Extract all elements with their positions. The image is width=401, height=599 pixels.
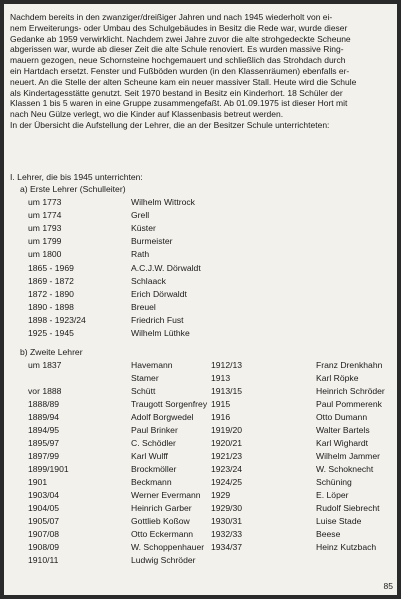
teacher-name: W. Schoppenhauer <box>131 542 205 552</box>
teacher-years: 1908/09 <box>28 542 60 552</box>
teacher-name: Brockmöller <box>131 464 177 474</box>
intro-line: Klassen 1 bis 5 waren in eine Gruppe zusammengefaßt. Ab 01.09.1975 ist dieser Hort mit <box>10 98 348 109</box>
teacher-name: Karl Wulff <box>131 451 168 461</box>
teacher-name: Wilhelm Wittrock <box>131 197 195 207</box>
teacher-years: um 1837 <box>28 360 62 370</box>
teacher-years: 1888/89 <box>28 399 60 409</box>
teacher-name: Küster <box>131 223 156 234</box>
teacher-years: 1929/30 <box>211 503 243 513</box>
teacher-name: E. Löper <box>316 490 349 500</box>
teacher-name: Franz Drenkhahn <box>316 360 383 370</box>
teacher-name: Rudolf Siebrecht <box>316 503 380 513</box>
teacher-years: um 1799 <box>28 236 62 247</box>
teacher-name: Otto Eckermann <box>131 529 194 539</box>
teacher-name: Gottlieb Koßow <box>131 516 190 526</box>
teacher-years: 1872 - 1890 <box>28 288 74 299</box>
teacher-years: 1924/25 <box>211 477 243 487</box>
teacher-years: 1916 <box>211 412 231 422</box>
section-heading-b: b) Zweite Lehrer <box>20 347 83 357</box>
teacher-name: Beese <box>316 529 341 539</box>
teacher-name: Paul Pommerenk <box>316 399 382 409</box>
teacher-years: 1897/99 <box>28 451 60 461</box>
teacher-name: A.C.J.W. Dörwaldt <box>131 262 201 273</box>
intro-line: ein Hartdach ersetzt. Fenster und Fußböden wurden (in den Klassenräumen) ebenfalls er- <box>10 65 350 76</box>
teacher-years: 1910/11 <box>28 555 59 565</box>
teacher-years: 1903/04 <box>28 490 60 500</box>
teacher-years: 1889/94 <box>28 412 60 422</box>
teacher-name: Rath <box>131 249 150 260</box>
teacher-years: um 1800 <box>28 249 62 260</box>
teacher-name: Schüning <box>316 477 352 487</box>
teacher-name: Heinz Kutzbach <box>316 542 377 552</box>
intro-line: neuert. An die Stelle der alten Scheune kam ein neuer massiver Stall. Heute wird die Schule <box>10 76 357 87</box>
teacher-name: Werner Evermann <box>131 490 201 500</box>
teacher-name: Havemann <box>131 360 173 370</box>
teacher-years: 1890 - 1898 <box>28 301 74 312</box>
teacher-years: um 1773 <box>28 197 62 207</box>
teacher-years: 1901 <box>28 477 48 487</box>
teacher-years: vor 1888 <box>28 386 62 396</box>
teacher-name: Walter Bartels <box>316 425 370 435</box>
teacher-name: Beckmann <box>131 477 172 487</box>
teacher-name: Wilhelm Jammer <box>316 451 380 461</box>
teacher-years: 1895/97 <box>28 438 60 448</box>
document-page <box>4 4 397 595</box>
teacher-years: 1919/20 <box>211 425 243 435</box>
teacher-years: 1921/23 <box>211 451 243 461</box>
teacher-name: Wilhelm Lüthke <box>131 328 190 338</box>
intro-line: abgerissen war, wurde ab dieser Zeit die alte Schule renoviert. Es wurden massive Ring- <box>10 44 344 55</box>
teacher-years: 1930/31 <box>211 516 243 526</box>
intro-line: als Kindertagesstätte genutzt. Seit 1970 bestand in Besitz ein Kinderhort. 18 Schüler der <box>10 87 343 98</box>
teacher-years: um 1793 <box>28 223 62 234</box>
section-heading-1: I. Lehrer, die bis 1945 unterrichten: <box>10 172 143 182</box>
teacher-years: 1898 - 1923/24 <box>28 314 86 325</box>
teacher-name: W. Schoknecht <box>316 464 374 474</box>
teacher-name: Schlaack <box>131 275 166 286</box>
teacher-name: C. Schödler <box>131 438 176 448</box>
teacher-name: Heinrich Schröder <box>316 386 385 396</box>
teacher-years: 1913/15 <box>211 386 243 396</box>
teacher-years: 1894/95 <box>28 425 60 435</box>
teacher-years: um 1774 <box>28 210 62 221</box>
intro-line: nach Neu Gülze verlegt, wo die Kinder auf Klassenbasis betreut werden. <box>10 109 284 120</box>
teacher-name: Breuel <box>131 301 156 312</box>
teacher-years: 1925 - 1945 <box>28 328 74 338</box>
teacher-years: 1920/21 <box>211 438 243 448</box>
teacher-name: Stamer <box>131 373 159 383</box>
teacher-name: Adolf Borgwedel <box>131 412 194 422</box>
teacher-name: Heinrich Garber <box>131 503 192 513</box>
teacher-name: Paul Brinker <box>131 425 178 435</box>
teacher-name: Otto Dumann <box>316 412 368 422</box>
teacher-years: 1907/08 <box>28 529 60 539</box>
teacher-years: 1932/33 <box>211 529 243 539</box>
teacher-name: Luise Stade <box>316 516 362 526</box>
teacher-years: 1923/24 <box>211 464 243 474</box>
teacher-name: Karl Röpke <box>316 373 359 383</box>
intro-line: nem Erweiterungs- oder Umbau des Schulgebäudes in Besitz die Rede war, wurde dieser <box>10 22 348 33</box>
teacher-years: 1934/37 <box>211 542 243 552</box>
teacher-years: 1905/07 <box>28 516 60 526</box>
page-number: 85 <box>383 581 393 591</box>
teacher-years: 1904/05 <box>28 503 60 513</box>
section-heading-a: a) Erste Lehrer (Schulleiter) <box>20 184 126 194</box>
teacher-years: 1899/1901 <box>28 464 69 474</box>
teacher-years: 1869 - 1872 <box>28 275 74 286</box>
teacher-name: Friedrich Fust <box>131 314 184 325</box>
intro-line: mauern gezogen, neue Schornsteine hochgemauert und schließlich das Strohdach durch <box>10 55 346 66</box>
intro-line: Nachdem bereits in den zwanziger/dreißiger Jahren und nach 1945 wiederholt von ei- <box>10 12 333 22</box>
teacher-name: Grell <box>131 210 150 221</box>
teacher-name: Ludwig Schröder <box>131 555 196 565</box>
teacher-years: 1929 <box>211 490 231 500</box>
teacher-years: 1915 <box>211 399 231 409</box>
teacher-years: 1865 - 1969 <box>28 262 74 273</box>
intro-line: In der Übersicht die Aufstellung der Lehrer, die an der Besitzer Schule unterrichteten: <box>10 119 330 130</box>
intro-paragraph <box>10 12 396 131</box>
teacher-name: Karl Wighardt <box>316 438 369 448</box>
teacher-name: Burmeister <box>131 236 173 247</box>
teacher-name: Erich Dörwaldt <box>131 288 187 299</box>
teacher-name: Schütt <box>131 386 156 396</box>
teacher-name: Traugott Sorgenfrey <box>131 399 208 409</box>
teacher-years: 1912/13 <box>211 360 243 370</box>
teacher-years: 1913 <box>211 373 231 383</box>
intro-line: Gedanke ab 1959 verwirklicht. Nachdem zwei Jahre zuvor die alte strohgedeckte Scheune <box>10 33 351 44</box>
